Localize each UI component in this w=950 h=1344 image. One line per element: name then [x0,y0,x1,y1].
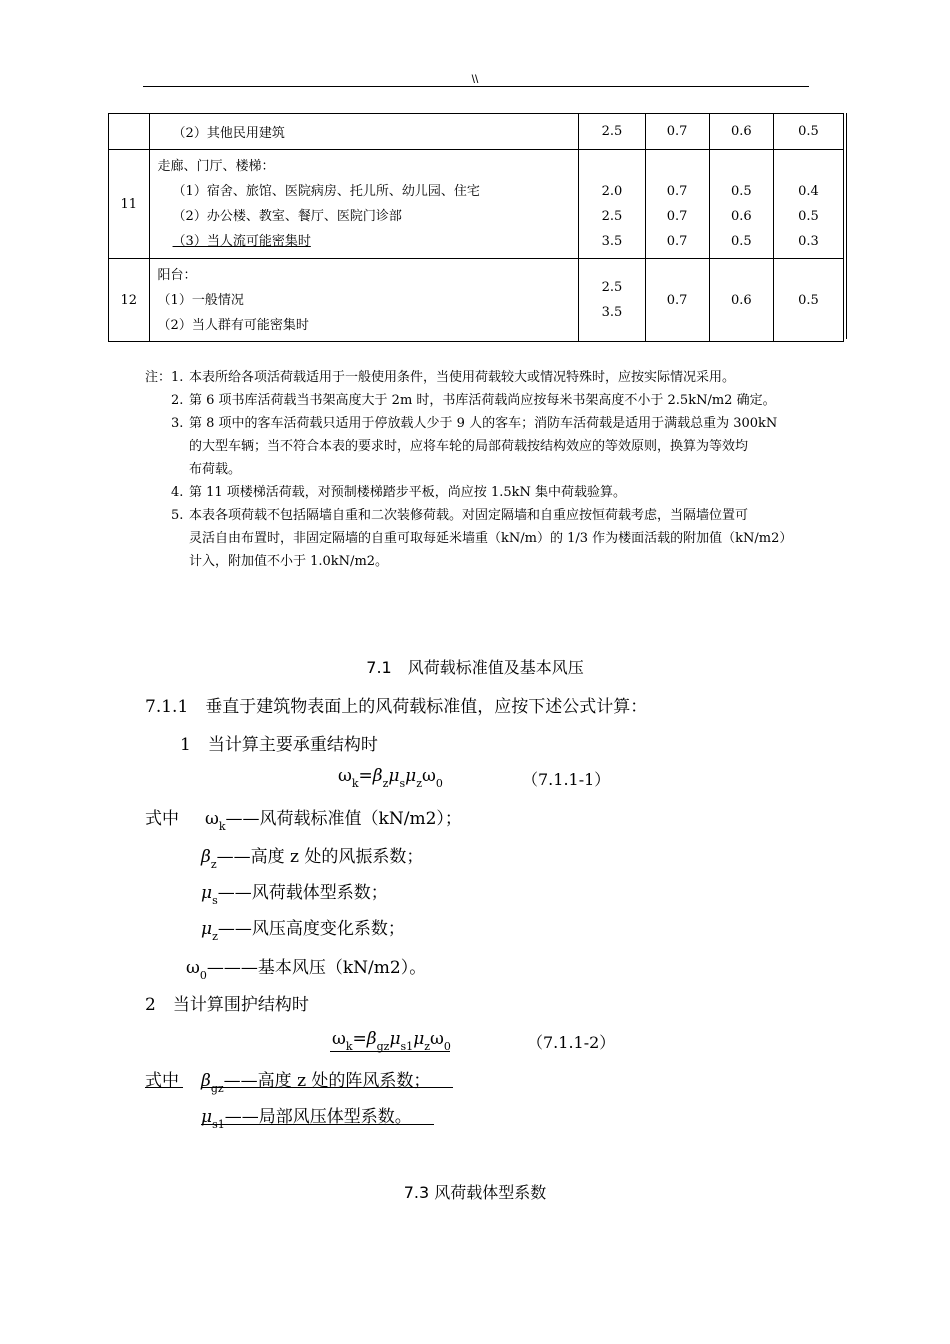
section-title: 7.3 风荷载体型系数 [403,1183,547,1202]
formula-underline [330,1051,450,1052]
note-item [145,504,825,527]
value: 0.7 [666,209,688,224]
equation-number: （7.1.1-1） [522,770,611,789]
row-number: 12 [109,259,150,342]
header-rule [143,86,809,87]
note-text: 第 11 项楼梯活荷载，对预制楼梯踏步平板，尚应按 1.5kN 集中荷载验算。 [189,485,626,500]
note-number: 2. [171,393,184,408]
table-row [109,114,844,150]
table-notes [145,366,825,573]
value: 2.0 [601,184,623,199]
case-heading: 2 当计算围护结构时 [145,995,309,1015]
row-item: （1）宿舍、旅馆、医院病房、托儿所、幼儿园、住宅 [172,184,480,199]
cell-frequent-coef: 0.6 [709,259,773,342]
cell-quasi-permanent-coef: 0.5 [773,114,843,150]
definitions-lead: 式中 [145,809,179,829]
table-outer-border [846,113,847,339]
cell-frequent-coef [709,150,773,259]
row-number [109,114,150,150]
section-title: 7.1 风荷载标准值及基本风压 [366,658,584,677]
definition-item: $\mu_{s1}——$局部风压体型系数。 [201,1107,412,1131]
cell-combination-coef: 0.7 [645,259,709,342]
row-item: （2）其他民用建筑 [172,126,285,141]
note-item [145,481,825,504]
value: 0.5 [730,184,752,199]
cell-frequent-coef: 0.6 [709,114,773,150]
live-load-table [108,113,844,342]
cell-combination-coef [645,150,709,259]
row-item: （1）一般情况 [157,292,244,308]
definition-item: $\omega_k——$风荷载标准值（kN/m2）； [205,809,462,833]
note-item [145,366,825,389]
note-text: 第 8 项中的客车活荷载只适用于停放载人少于 9 人的客车；消防车活荷载是适用于满载总重为 300kN [189,416,778,431]
value: 3.5 [601,234,623,249]
note-continuation: 的大型车辆；当不符合本表的要求时，应将车轮的局部荷载按结构效应的等效原则，换算为等效均 [189,439,749,454]
value: 0.7 [666,234,688,249]
formula-wind-envelope: $\omega_k=\beta_{gz}\mu_{s1}\mu_z\omega_0$ [332,1029,451,1053]
note-text: 本表所给各项活荷载适用于一般使用条件，当使用荷载较大或情况特殊时，应按实际情况采用。 [189,370,736,385]
value: 0.5 [798,209,819,224]
cell-combination-coef: 0.7 [645,114,709,150]
definition-item: $\beta_z——$高度 z 处的风振系数； [201,847,424,871]
value: 2.5 [601,280,623,295]
definition-item: $\mu_z——$风压高度变化系数； [201,919,405,943]
note-number: 3. [171,416,184,431]
note-number: 5. [171,508,184,523]
note-continuation: 布荷载。 [189,462,242,477]
note-continuation: 计入，附加值不小于 1.0kN/m2。 [189,554,389,569]
equation-number: （7.1.1-2） [527,1033,616,1052]
definitions-lead-underline [145,1087,183,1088]
definition-item: $\beta_{gz}——$高度 z 处的阵风系数； [201,1071,431,1095]
value: 0.5 [730,234,752,249]
cell-standard-value: 2.5 [579,114,645,150]
note-number: 4. [171,485,184,500]
row-title: 走廊、门厅、楼梯： [157,159,275,174]
note-continuation: 灵活自由布置时，非固定隔墙的自重可取每延米墙重（kN/m）的 1/3 作为楼面活载的附加值（kN/m2） [189,531,793,546]
value: 0.4 [798,184,819,199]
value: 2.5 [601,209,623,224]
definition-underline [201,1087,453,1088]
note-text: 第 6 项书库活荷载当书架高度大于 2m 时，书库活荷载尚应按每米书架高度不小于 2.5kN/m2 确定。 [189,393,776,408]
note-item [145,412,825,435]
table-row [109,150,844,259]
cell-quasi-permanent-coef [773,150,843,259]
case-heading: 1 当计算主要承重结构时 [180,735,378,755]
row-number: 11 [109,150,150,259]
note-number: 1. [171,370,184,385]
note-text: 本表各项荷载不包括隔墙自重和二次装修荷载。对固定隔墙和自重应按恒荷载考虑，当隔墙位置可 [189,508,749,523]
header-mark: \\ [471,72,479,86]
row-item: （2）当人群有可能密集时 [157,317,309,333]
formula-wind-main: $\omega_k=\beta_z\mu_s\mu_z\omega_0$ [338,766,443,790]
row-title: 阳台： [157,267,197,283]
value: 0.3 [798,234,819,249]
row-item: （3）当人流可能密集时 [172,234,311,249]
value: 0.7 [666,184,688,199]
definitions-lead: 式中 [145,1071,179,1091]
row-description [149,150,579,259]
definition-item: $\mu_s——$风荷载体型系数； [201,883,388,907]
definition-underline [201,1124,434,1125]
cell-standard-value [579,150,645,259]
row-item: （2）办公楼、教室、餐厅、医院门诊部 [172,209,402,224]
clause-text: 7.1.1 垂直于建筑物表面上的风荷载标准值，应按下述公式计算： [145,697,648,717]
row-description [149,114,579,150]
value: 3.5 [601,305,623,320]
row-description [149,259,579,342]
note-item [145,389,825,412]
definition-item: $\omega_0———$基本风压（kN/m2）。 [186,958,427,982]
cell-standard-value [579,259,645,342]
table-row [109,259,844,342]
cell-quasi-permanent-coef: 0.5 [773,259,843,342]
value: 0.6 [730,209,752,224]
notes-lead: 注： [145,370,172,385]
